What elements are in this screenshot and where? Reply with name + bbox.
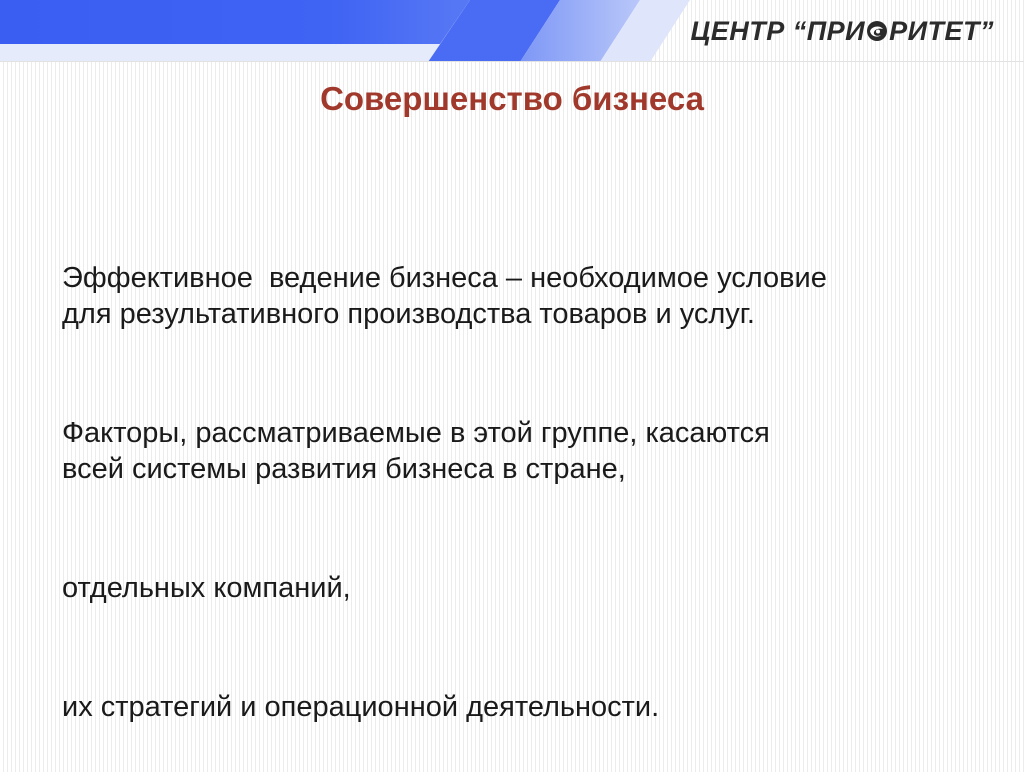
brand-text-left: ЦЕНТР “ПРИ [690,15,866,46]
brand-text-right: РИТЕТ” [889,15,994,46]
brand-logo [691,16,994,46]
band-lower [0,44,440,62]
paragraph-4: их стратегий и операционной деятельности. [62,691,660,723]
slide-body [62,188,982,772]
slide-title: Совершенство бизнеса [320,80,704,117]
paragraph-3: отдельных компаний, [62,572,351,604]
swirl-logo-icon [866,20,888,42]
band-main [0,0,470,44]
paragraph-2: Факторы, рассматриваемые в этой группе, касаются всей системы развития бизнеса в стране, [62,417,770,485]
paragraph-1: Эффективное ведение бизнеса – необходимое условие для результативного производства товаров и услуг. [62,262,827,330]
band-rule [0,61,1024,62]
